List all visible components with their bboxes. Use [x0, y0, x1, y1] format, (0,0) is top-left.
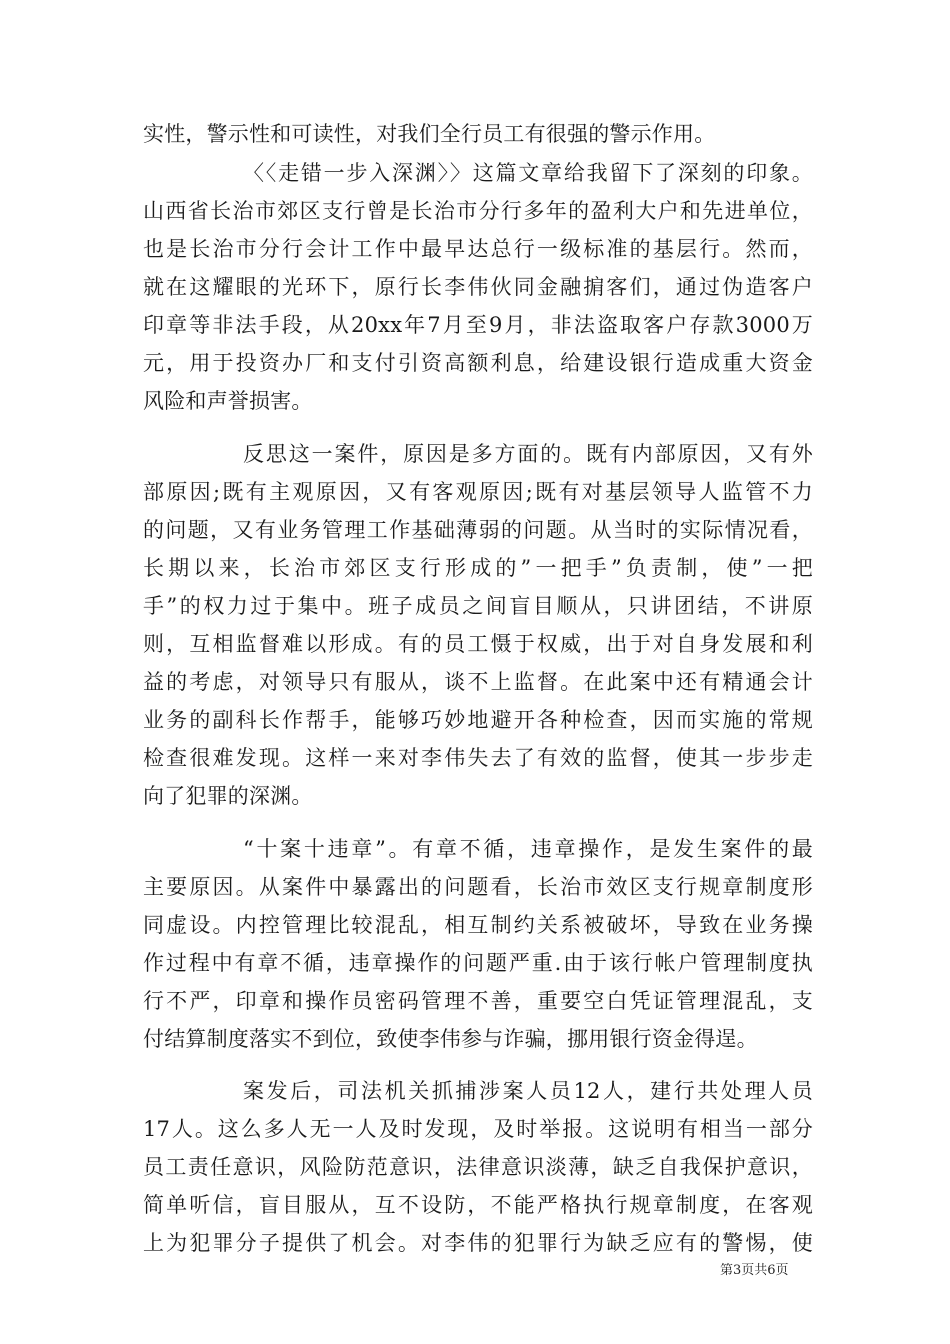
- text-line: 17人。这么多人无一人及时发现，及时举报。这说明有相当一部分: [143, 1117, 813, 1141]
- text-line: 部原因;既有主观原因，又有客观原因;既有对基层领导人监管不力: [143, 480, 813, 504]
- text-line: 主要原因。从案件中暴露出的问题看，长治市效区支行规章制度形: [143, 875, 813, 899]
- text-line: 印章等非法手段，从20xx年7月至9月，非法盗取客户存款3000万: [143, 313, 813, 337]
- text-line: 员工责任意识，风险防范意识，法律意识淡薄，缺乏自我保护意识，: [143, 1155, 813, 1179]
- text-line: 行不严，印章和操作员密码管理不善，重要空白凭证管理混乱，支: [143, 989, 813, 1013]
- text-line: 的问题，又有业务管理工作基础薄弱的问题。从当时的实际情况看，: [143, 518, 813, 542]
- text-line: “十案十违章”。有章不循，违章操作，是发生案件的最: [243, 837, 813, 861]
- text-line: 付结算制度落实不到位，致使李伟参与诈骗，挪用银行资金得逞。: [143, 1027, 758, 1051]
- text-line: 益的考虑，对领导只有服从，谈不上监督。在此案中还有精通会计: [143, 670, 813, 694]
- text-line: 反思这一案件，原因是多方面的。既有内部原因，又有外: [243, 442, 813, 466]
- text-line: 实性，警示性和可读性，对我们全行员工有很强的警示作用。: [143, 122, 716, 146]
- text-line: 风险和声誉损害。: [143, 389, 313, 413]
- text-line: 山西省长治市郊区支行曾是长治市分行多年的盈利大户和先进单位，: [143, 199, 813, 223]
- text-line: 则，互相监督难以形成。有的员工慑于权威，出于对自身发展和利: [143, 632, 813, 656]
- text-line: 就在这耀眼的光环下，原行长李伟伙同金融掮客们，通过伪造客户: [143, 275, 813, 299]
- text-line: 案发后，司法机关抓捕涉案人员12人，建行共处理人员: [243, 1079, 813, 1103]
- text-line: 向了犯罪的深渊。: [143, 784, 313, 808]
- text-line: 同虚设。内控管理比较混乱，相互制约关系被破坏，导致在业务操: [143, 913, 813, 937]
- text-line: 手”的权力过于集中。班子成员之间盲目顺从，只讲团结，不讲原: [143, 594, 813, 618]
- text-line: 〈〈走错一步入深渊〉〉这篇文章给我留下了深刻的印象。: [243, 161, 813, 185]
- text-line: 上为犯罪分子提供了机会。对李伟的犯罪行为缺乏应有的警惕，使: [143, 1231, 813, 1255]
- text-line: 元，用于投资办厂和支付引资高额利息，给建设银行造成重大资金: [143, 351, 813, 375]
- text-line: 作过程中有章不循，违章操作的问题严重.由于该行帐户管理制度执: [143, 951, 813, 975]
- text-line: 简单听信，盲目服从，互不设防，不能严格执行规章制度，在客观: [143, 1193, 813, 1217]
- page-number-footer: 第3页共6页: [720, 1263, 789, 1278]
- text-line: 也是长治市分行会计工作中最早达总行一级标准的基层行。然而，: [143, 237, 813, 261]
- text-line: 检查很难发现。这样一来对李伟失去了有效的监督，使其一步步走: [143, 746, 813, 770]
- text-line: 业务的副科长作帮手，能够巧妙地避开各种检查，因而实施的常规: [143, 708, 813, 732]
- text-line: 长期以来，长治市郊区支行形成的”一把手”负责制，使”一把: [143, 556, 813, 580]
